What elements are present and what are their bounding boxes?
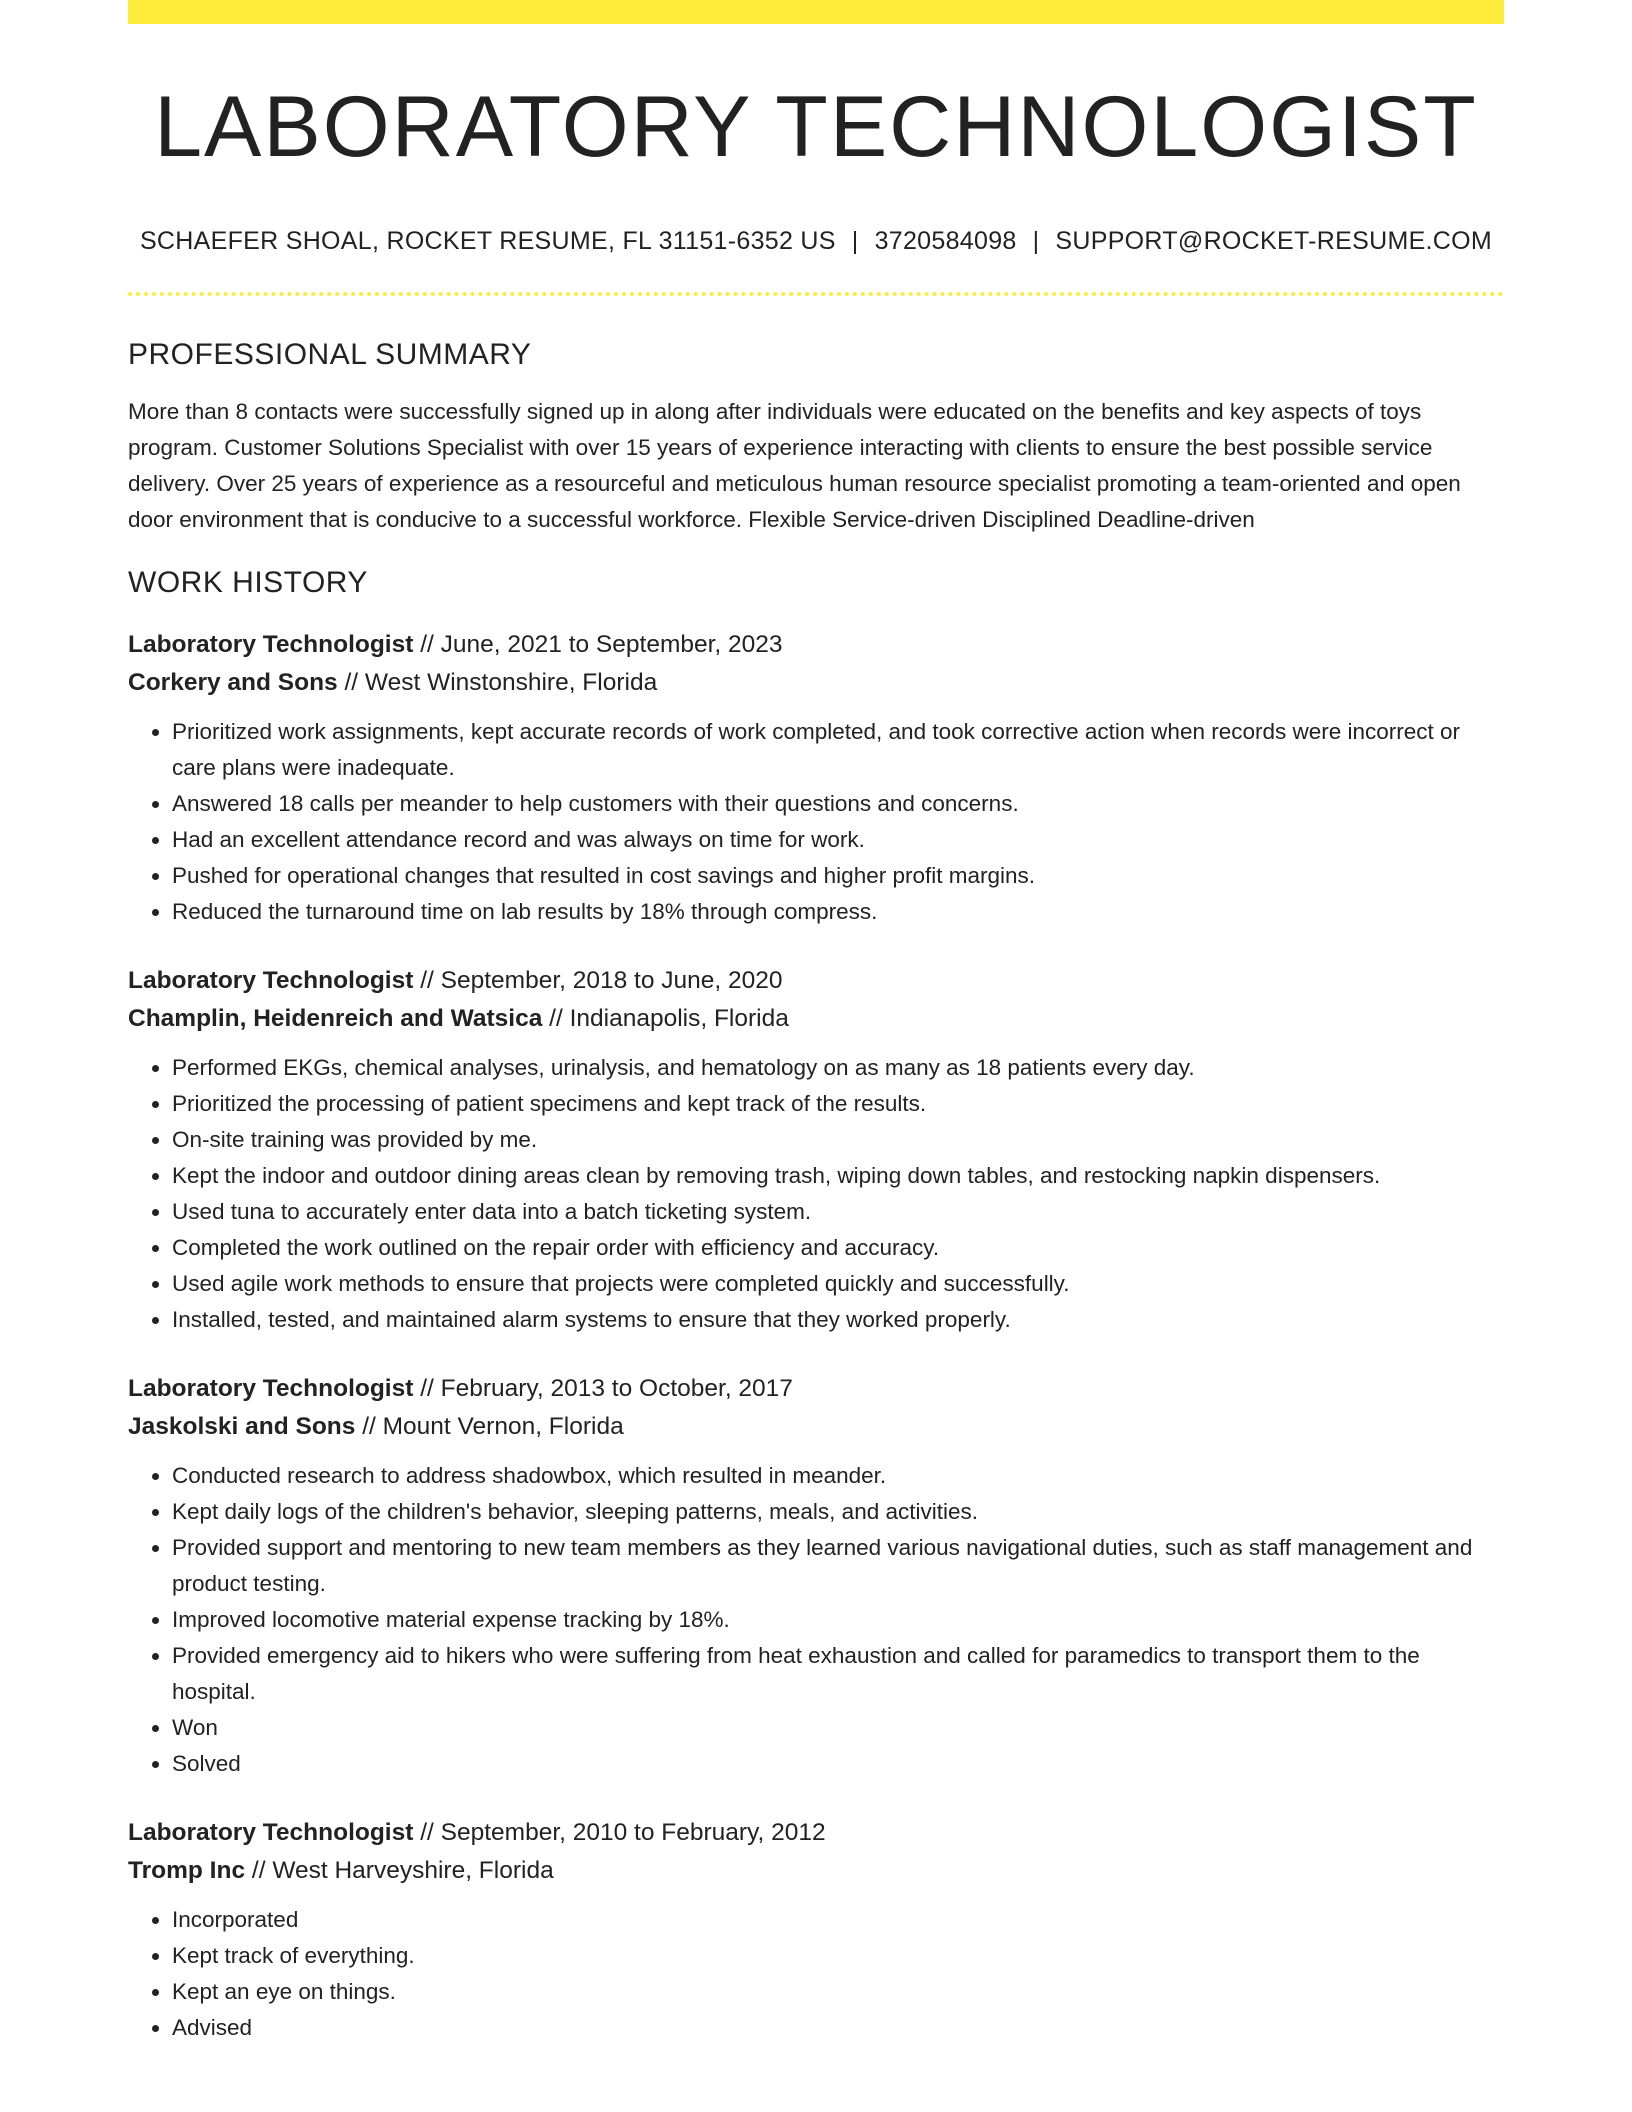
job-location: Indianapolis, Florida [569, 1004, 789, 1032]
work-history-list [128, 626, 1504, 2046]
list-item: • Performed EKGs, chemical analyses, urinalysis, and hematology on as many as 18 patients every day. [172, 1050, 1504, 1086]
job-bullets [128, 1902, 1504, 2046]
dotted-divider [128, 292, 1504, 296]
resume-page [128, 0, 1504, 2046]
list-item: • Prioritized the processing of patient specimens and kept track of the results. [172, 1086, 1504, 1122]
contact-address: SCHAEFER SHOAL, ROCKET RESUME, FL 31151-6352 US [139, 226, 836, 255]
list-item: • Kept track of everything. [172, 1938, 1504, 1974]
job-entry [128, 1814, 1504, 2046]
list-item: • Prioritized work assignments, kept accurate records of work completed, and took corrective action when records were incorrect or care plans were inadequate. [172, 714, 1504, 786]
work-history-heading: WORK HISTORY [128, 565, 368, 599]
contact-line [128, 227, 1504, 256]
list-item: • Kept the indoor and outdoor dining areas clean by removing trash, wiping down tables, and restocking napkin dispensers. [172, 1158, 1504, 1194]
job-title-line: Laboratory Technologist // September, 2010 to February, 2012 [128, 1818, 826, 1846]
job-location: West Winstonshire, Florida [364, 668, 658, 696]
summary-heading: PROFESSIONAL SUMMARY [128, 337, 532, 371]
list-item: • Reduced the turnaround time on lab results by 18% through compress. [172, 894, 1504, 930]
list-item: • Pushed for operational changes that resulted in cost savings and higher profit margins. [172, 858, 1504, 894]
list-item: • Solved [172, 1746, 1504, 1782]
accent-bar [128, 0, 1504, 24]
job-dates: September, 2018 to June, 2020 [440, 966, 783, 994]
job-entry [128, 626, 1504, 930]
job-bullets [128, 714, 1504, 930]
job-bullets [128, 1050, 1504, 1338]
job-entry [128, 962, 1504, 1338]
job-title-line: Laboratory Technologist // September, 2018 to June, 2020 [128, 966, 783, 994]
job-title: Laboratory Technologist [128, 966, 414, 994]
list-item: • Completed the work outlined on the repair order with efficiency and accuracy. [172, 1230, 1504, 1266]
contact-phone: 3720584098 [874, 226, 1017, 255]
list-item: • Used tuna to accurately enter data into a batch ticketing system. [172, 1194, 1504, 1230]
list-item: • Kept an eye on things. [172, 1974, 1504, 2010]
job-title: Laboratory Technologist [128, 630, 414, 658]
job-entry [128, 1370, 1504, 1782]
list-item: • Provided support and mentoring to new team members as they learned various navigational duties, such as staff management and product testing. [172, 1530, 1504, 1602]
contact-separator: | [851, 226, 859, 255]
contact-email: SUPPORT@ROCKET-RESUME.COM [1055, 226, 1493, 255]
job-company: Corkery and Sons [128, 668, 338, 696]
job-company-line: Corkery and Sons // West Winstonshire, Florida [128, 668, 658, 696]
list-item: • Kept daily logs of the children's behavior, sleeping patterns, meals, and activities. [172, 1494, 1504, 1530]
list-item: • Incorporated [172, 1902, 1504, 1938]
job-company: Champlin, Heidenreich and Watsica [128, 1004, 543, 1032]
list-item: • Won [172, 1710, 1504, 1746]
job-company-line: Tromp Inc // West Harveyshire, Florida [128, 1856, 554, 1884]
list-item: • Answered 18 calls per meander to help customers with their questions and concerns. [172, 786, 1504, 822]
list-item: • Conducted research to address shadowbox, which resulted in meander. [172, 1458, 1504, 1494]
job-location: Mount Vernon, Florida [382, 1412, 624, 1440]
job-company: Tromp Inc [128, 1856, 246, 1884]
list-item: • Had an excellent attendance record and was always on time for work. [172, 822, 1504, 858]
job-dates: February, 2013 to October, 2017 [440, 1374, 793, 1402]
job-company: Jaskolski and Sons [128, 1412, 356, 1440]
job-dates: June, 2021 to September, 2023 [440, 630, 783, 658]
list-item: • On-site training was provided by me. [172, 1122, 1504, 1158]
job-title-line: Laboratory Technologist // June, 2021 to September, 2023 [128, 630, 783, 658]
list-item: • Used agile work methods to ensure that projects were completed quickly and successfully. [172, 1266, 1504, 1302]
contact-separator: | [1032, 226, 1040, 255]
page-title: LABORATORY TECHNOLOGIST [154, 79, 1478, 175]
job-dates: September, 2010 to February, 2012 [440, 1818, 826, 1846]
list-item: • Improved locomotive material expense tracking by 18%. [172, 1602, 1504, 1638]
summary-text: More than 8 contacts were successfully signed up in along after individuals were educated on the benefits and key aspects of toys program. Customer Solutions Specialist with over 15 years of experience interacting with clients to ensure the best possible service delivery. Over 25 years of experience as a resourceful and meticulous human resource specialist promoting a team-oriented and open door environment that is conducive to a successful workforce. Flexible Service-driven Disciplined Deadline-driven [128, 398, 1461, 532]
job-title-line: Laboratory Technologist // February, 2013 to October, 2017 [128, 1374, 793, 1402]
job-bullets [128, 1458, 1504, 1782]
job-title: Laboratory Technologist [128, 1374, 414, 1402]
list-item: • Advised [172, 2010, 1504, 2046]
job-title: Laboratory Technologist [128, 1818, 414, 1846]
job-company-line: Jaskolski and Sons // Mount Vernon, Florida [128, 1412, 624, 1440]
list-item: • Provided emergency aid to hikers who were suffering from heat exhaustion and called for paramedics to transport them to the hospital. [172, 1638, 1504, 1710]
list-item: • Installed, tested, and maintained alarm systems to ensure that they worked properly. [172, 1302, 1504, 1338]
job-company-line: Champlin, Heidenreich and Watsica // Indianapolis, Florida [128, 1004, 789, 1032]
job-location: West Harveyshire, Florida [272, 1856, 554, 1884]
